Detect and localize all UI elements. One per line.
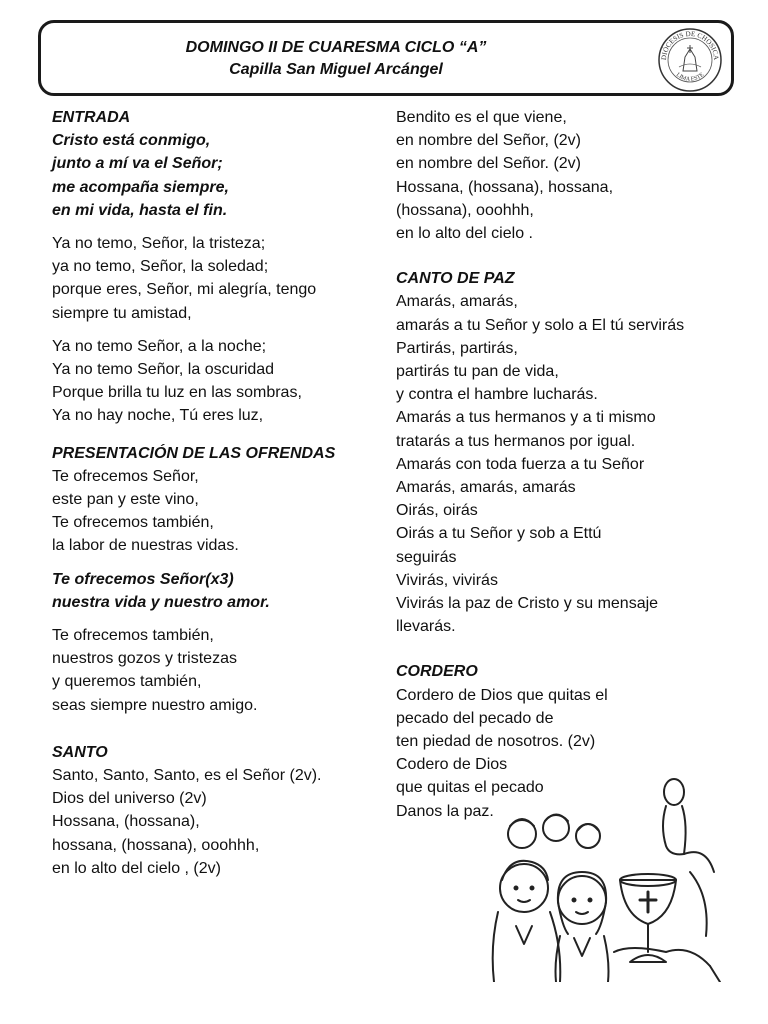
verse-line: Codero de Dios xyxy=(396,756,508,774)
verse-line: Ya no temo Señor, a la noche; xyxy=(52,337,267,355)
verse-line: y queremos también, xyxy=(52,673,202,691)
entrada-refrain-line: en mi vida, hasta el fin. xyxy=(52,201,228,219)
seal-bottom-text: LIMA ESTE xyxy=(674,71,706,83)
verse-line: en lo alto del cielo . xyxy=(396,225,533,243)
verse-line: en nombre del Señor. (2v) xyxy=(396,155,581,173)
right-column xyxy=(396,106,736,833)
verse-line: Partirás, partirás, xyxy=(396,339,518,357)
santo-continued xyxy=(396,106,736,245)
refrain-line: Te ofrecemos Señor(x3) xyxy=(52,570,234,588)
verse-line: la labor de nuestras vidas. xyxy=(52,537,239,555)
verse-line: seguirás xyxy=(396,548,457,566)
verse-line: este pan y este vino, xyxy=(52,491,199,509)
verse-line: Ya no hay noche, Tú eres luz, xyxy=(52,407,264,425)
santo-heading: SANTO xyxy=(52,743,108,761)
paz-section xyxy=(396,267,736,638)
verse-line: Porque brilla tu luz en las sombras, xyxy=(52,384,302,402)
verse-line: amarás a tu Señor y solo a El tú servirás xyxy=(396,316,685,334)
verse-line: Te ofrecemos también, xyxy=(52,627,214,645)
cordero-heading: CORDERO xyxy=(396,663,478,681)
entrada-section xyxy=(52,106,382,222)
verse-line: Bendito es el que viene, xyxy=(396,109,567,126)
verse-line: Dios del universo (2v) xyxy=(52,790,207,808)
verse-line: Amarás a tus hermanos y a ti mismo xyxy=(396,409,656,427)
verse-line: Hossana, (hossana), xyxy=(52,813,200,831)
entrada-verse-1 xyxy=(52,232,382,325)
verse-line: Te ofrecemos también, xyxy=(52,514,214,532)
page-subtitle: Capilla San Miguel Arcángel xyxy=(229,61,443,78)
verse-line: en nombre del Señor, (2v) xyxy=(396,132,581,150)
verse-line: Santo, Santo, Santo, es el Señor (2v). xyxy=(52,767,322,785)
verse-line: seas siempre nuestro amigo. xyxy=(52,696,258,714)
verse-line: Cordero de Dios que quitas el xyxy=(396,686,608,704)
ofrendas-refrain xyxy=(52,568,382,614)
verse-line: Amarás, amarás, amarás xyxy=(396,479,576,497)
header-box xyxy=(38,20,734,96)
verse-line: Oirás, oirás xyxy=(396,502,478,520)
verse-line: porque eres, Señor, mi alegría, tengo xyxy=(52,281,317,299)
verse-line: siempre tu amistad, xyxy=(52,304,192,322)
verse-line: Vivirás, vivirás xyxy=(396,571,498,589)
verse-line: Hossana, (hossana), hossana, xyxy=(396,178,614,196)
children-praying-chalice-icon xyxy=(470,776,726,982)
entrada-refrain-line: Cristo está conmigo, xyxy=(52,132,211,150)
verse-line: ya no temo, Señor, la soledad; xyxy=(52,258,269,276)
verse-line: (hossana), ooohhh, xyxy=(396,201,534,219)
verse-line: tratarás a tus hermanos por igual. xyxy=(396,432,636,450)
verse-line: Oirás a tu Señor y sob a Ettú xyxy=(396,525,602,543)
refrain-line: nuestra vida y nuestro amor. xyxy=(52,593,270,611)
santo-section xyxy=(52,741,382,880)
verse-line: y contra el hambre lucharás. xyxy=(396,386,598,404)
ofrendas-verse-2 xyxy=(52,624,382,717)
verse-line: Amarás, amarás, xyxy=(396,293,518,311)
verse-line: Danos la paz. xyxy=(396,802,494,820)
ofrendas-heading: PRESENTACIÓN DE LAS OFRENDAS xyxy=(52,444,336,462)
seal-top-text: DIÓCESIS DE CHOSICA xyxy=(659,29,721,61)
verse-line: Ya no temo, Señor, la tristeza; xyxy=(52,235,266,253)
entrada-refrain-line: junto a mí va el Señor; xyxy=(52,155,223,173)
paz-heading: CANTO DE PAZ xyxy=(396,270,515,288)
entrada-verse-2 xyxy=(52,335,382,428)
verse-line: Vivirás la paz de Cristo y su mensaje xyxy=(396,595,659,613)
verse-line: ten piedad de nosotros. (2v) xyxy=(396,733,596,751)
verse-line: Amarás con toda fuerza a tu Señor xyxy=(396,455,645,473)
verse-line: llevarás. xyxy=(396,618,456,636)
left-column xyxy=(52,106,382,890)
verse-line: Ya no temo Señor, la oscuridad xyxy=(52,361,275,379)
verse-line: en lo alto del cielo , (2v) xyxy=(52,859,221,877)
verse-line: partirás tu pan de vida, xyxy=(396,363,559,381)
diocese-seal-icon xyxy=(657,27,723,93)
verse-line: Te ofrecemos Señor, xyxy=(52,467,199,485)
entrada-refrain-line: me acompaña siempre, xyxy=(52,178,229,196)
verse-line: hossana, (hossana), ooohhh, xyxy=(52,836,260,854)
entrada-heading: ENTRADA xyxy=(52,109,131,126)
verse-line: pecado del pecado de xyxy=(396,709,554,727)
verse-line: nuestros gozos y tristezas xyxy=(52,650,237,668)
page-title: DOMINGO II DE CUARESMA CICLO “A” xyxy=(185,39,487,56)
verse-line: que quitas el pecado xyxy=(396,779,544,797)
ofrendas-section xyxy=(52,442,382,558)
